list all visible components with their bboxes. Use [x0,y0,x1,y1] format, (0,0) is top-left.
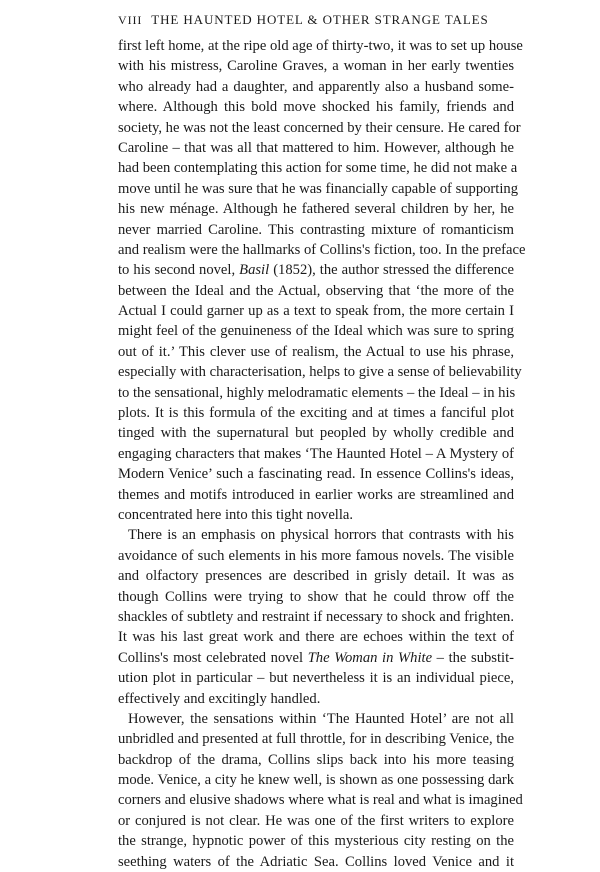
paragraph [118,525,514,709]
paragraph [118,709,523,872]
text-line: though Collins were trying to show that he could throw off the [118,588,514,605]
text-line: with his mistress, Caroline Graves, a woman in her early twenties [118,58,514,75]
text-line: move until he was sure that he was financially capable of supporting [118,180,518,197]
text-line: especially with characterisation, helps to give a sense of believability [118,364,522,381]
text-line: his new ménage. Although he fathered several children by her, he [118,201,514,218]
text-line: engaging characters that makes ‘The Haunted Hotel – A Mystery of [118,445,514,462]
text-line: ution plot in particular – but nevertheless it is an individual piece, [118,670,514,687]
text-line [118,260,514,280]
text-line: might feel of the genuineness of the Ideal which was sure to spring [118,323,514,340]
text-line: tinged with the supernatural but peopled by wholly credible and [118,425,514,442]
text-line: or conjured is not clear. He was one of the first writers to explore [118,812,514,829]
text-line: themes and motifs introduced in earlier works are streamlined and [118,486,514,503]
text-line: society, he was not the least concerned by their censure. He cared for [118,119,521,136]
book-title-basil: Basil [239,262,270,279]
text-run: Collins's most celebrated novel [118,649,308,666]
text-line: Actual I could garner up as a text to speak from, the more certain I [118,303,514,320]
text-line: plots. It is this formula of the exciting and at times a fanciful plot [118,405,514,422]
text-line: There is an emphasis on physical horrors that contrasts with his [128,527,514,544]
text-line: never married Caroline. This contrasting mixture of romanticism [118,221,514,238]
text-line: the strange, hypnotic power of this mysterious city resting on the [118,833,514,850]
text-line: However, the sensations within ‘The Haunted Hotel’ are not all [128,710,514,727]
body-text [118,36,526,872]
text-line: where. Although this bold move shocked his family, friends and [118,99,514,116]
text-run: (1852), the author stressed the difference [269,262,514,279]
text-line: shackles of subtlety and restraint if necessary to shock and frighten. [118,608,514,625]
text-line: unbridled and presented at full throttle, for in describing Venice, the [118,731,515,748]
running-title: THE HAUNTED HOTEL & OTHER STRANGE TALES [151,12,489,27]
text-line: backdrop of the drama, Collins slips back into his more teasing [118,751,514,768]
page-number: VIII [118,13,143,27]
text-line: and realism were the hallmarks of Collins's fiction, too. In the preface [118,241,526,258]
paragraph [118,36,526,525]
text-line: Modern Venice’ such a fascinating read. In essence Collins's ideas, [118,466,514,483]
running-head [118,12,489,28]
text-run: to his second novel, [118,262,240,279]
text-line: avoidance of such elements in his more famous novels. The visible [118,547,514,564]
text-line: out of it.’ This clever use of realism, the Actual to use his phrase, [118,343,514,360]
text-line: Caroline – that was all that mattered to him. However, although he [118,139,514,156]
text-line: had been contemplating this action for some time, he did not make a [118,160,518,177]
text-line: concentrated here into this tight novella. [118,506,354,523]
book-title-woman-in-white: The Woman in White [307,649,433,666]
text-line: effectively and excitingly handled. [118,690,321,707]
text-line: between the Ideal and the Actual, observing that ‘the more of the [118,282,514,299]
text-line: first left home, at the ripe old age of thirty-two, it was to set up house [118,38,523,54]
text-line: corners and elusive shadows where what is real and what is imagined [118,792,523,809]
text-line: It was his last great work and there are echoes within the text of [118,629,514,646]
text-line: to the sensational, highly melodramatic elements – the Ideal – in his [118,384,516,401]
text-line [118,648,514,668]
text-run: – the substit- [432,649,514,666]
text-line: and olfactory presences are described in grisly detail. It was as [118,568,514,585]
text-line: mode. Venice, a city he knew well, is shown as one possessing dark [118,772,514,789]
text-line: who already had a daughter, and apparently also a husband some- [118,78,514,95]
text-line: seething waters of the Adriatic Sea. Collins loved Venice and it [118,853,514,870]
